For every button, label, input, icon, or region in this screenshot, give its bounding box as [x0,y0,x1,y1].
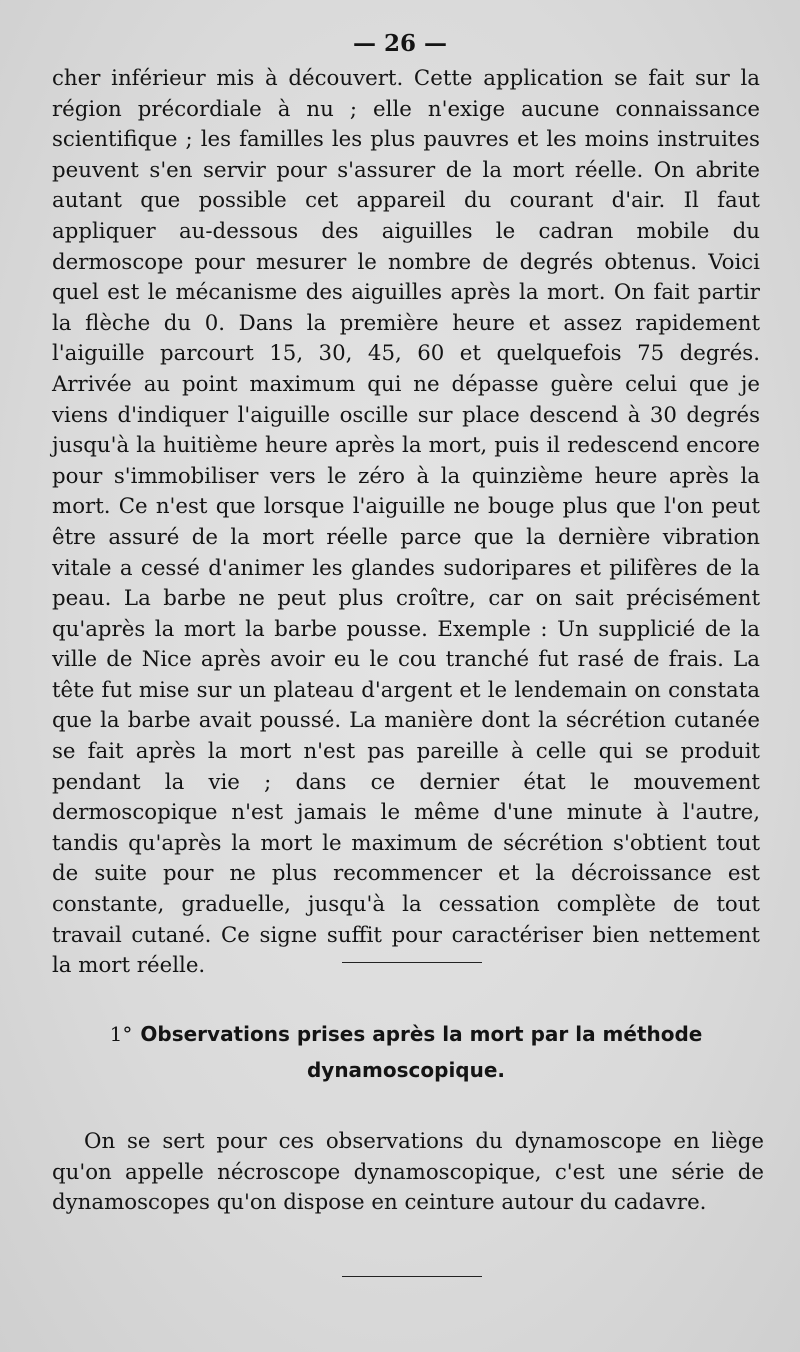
section-divider [342,962,482,963]
section-heading [52,1016,760,1088]
section-title: Observations prises après la mort par la méthode dynamoscopique. [140,1022,703,1082]
section-number: 1° [109,1022,133,1046]
end-divider [342,1276,482,1277]
page-number: — 26 — [352,30,448,57]
body-paragraph: cher inférieur mis à découvert. Cette application se fait sur la région précordiale à nu ; elle n'exige aucune connaissance scientifique ; les familles les plus pauvres et les moins instruites peuvent s'en servir pour s'assurer de la mort réelle. On abrite autant que possible cet appareil du courant d'air. Il faut appliquer au-dessous des aiguilles le cadran mobile du dermoscope pour mesurer le nombre de degrés obtenus. Voici quel est le mécanisme des aiguilles après la mort. On fait partir la flèche du 0. Dans la première heure et assez rapidement l'aiguille parcourt 15, 30, 45, 60 et quelquefois 75 degrés. Arrivée au point maximum qui ne dépasse guère celui que je viens d'indiquer l'aiguille oscille sur place descend à 30 degrés jusqu'à la huitième heure après la mort, puis il redescend encore pour s'immobiliser vers le zéro à la quinzième heure après la mort. Ce n'est que lorsque l'aiguille ne bouge plus que l'on peut être assuré de la mort réelle parce que la dernière vibration vitale a cessé d'animer les glandes sudoripares et pilifères de la peau. La barbe ne peut plus croître, car on sait précisément qu'après la mort la barbe pousse. Exemple : Un supplicié de la ville de Nice après avoir eu le cou tranché fut rasé de frais. La tête fut mise sur un plateau d'argent et le lendemain on constata que la barbe avait poussé. La manière dont la sécrétion cutanée se fait après la mort n'est pas pareille à celle qui se produit pendant la vie ; dans ce dernier état le mouvement dermoscopique n'est jamais le même d'une minute à l'autre, tandis qu'après la mort le maximum de sécrétion s'obtient tout de suite pour ne plus recommencer et la décroissance est constante, graduelle, jusqu'à la cessation complète de tout travail cutané. Ce signe suffit pour caractériser bien nettement la mort réelle. [52,66,760,979]
section-paragraph: On se sert pour ces observations du dynamoscope en liège qu'on appelle nécroscope dynamoscopique, c'est une série de dynamoscopes qu'on dispose en ceinture autour du cadavre. [52,1129,764,1216]
